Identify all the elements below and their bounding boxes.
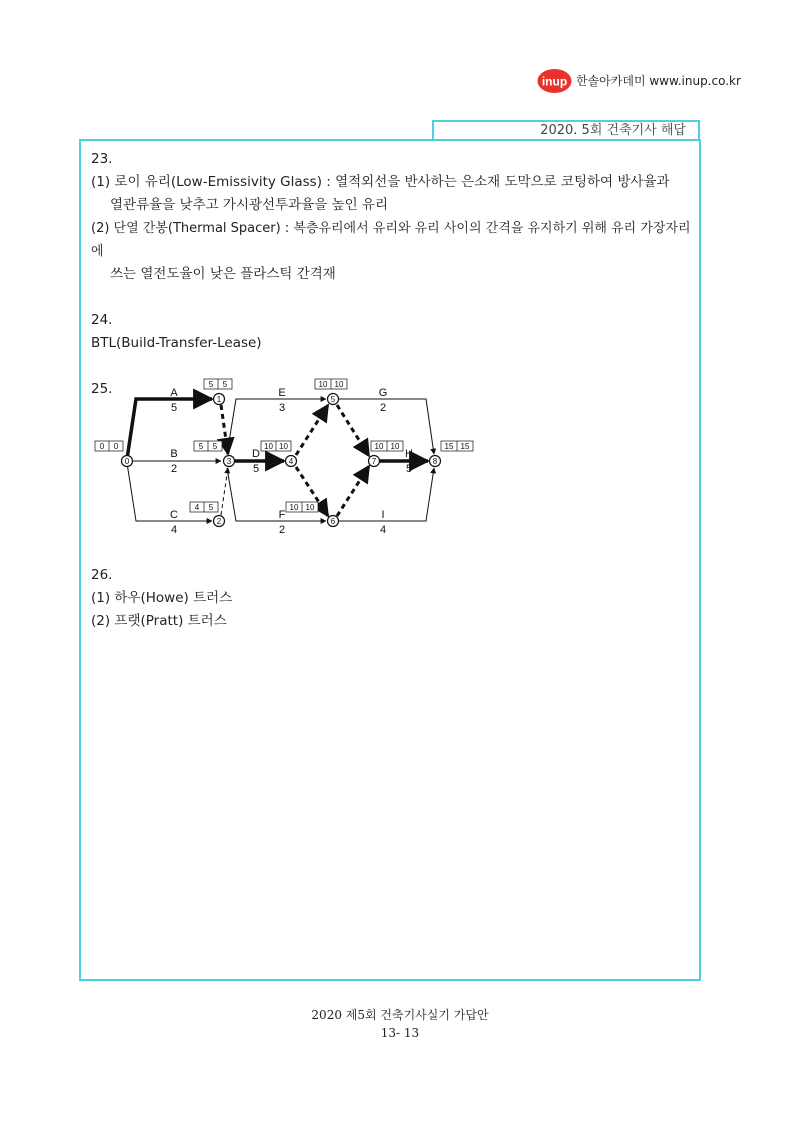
q26-item2: (2) 프랫(Pratt) 트러스 [91, 613, 227, 629]
activity-c-duration: 4 [170, 524, 178, 536]
activity-h-name: H [405, 448, 413, 460]
footer-title: 2020 제5회 건축기사실기 가답안 [311, 1008, 489, 1022]
node-8 [430, 456, 441, 467]
q24-number: 24. [91, 312, 113, 328]
q26-item1: (1) 하우(Howe) 트러스 [91, 590, 233, 606]
node-0 [122, 456, 133, 467]
q23-number: 23. [91, 151, 113, 167]
node-7-latest: 10 [390, 442, 400, 451]
activity-i-duration: 4 [379, 524, 387, 536]
node-4-latest: 10 [279, 442, 288, 451]
q23-item2-line1: (2) 단열 간봉(Thermal Spacer) : 복층유리에서 유리와 유리 사이의 간격을 유지하기 위해 유리 가장자리에 [91, 221, 691, 259]
node-5 [328, 394, 339, 405]
arrow-i [339, 468, 434, 521]
svg-text:8: 8 [432, 457, 438, 466]
node-2-latest: 5 [208, 503, 214, 512]
dummy-4-5 [296, 405, 328, 455]
node-1-latest: 5 [222, 380, 228, 389]
dummy-2-3 [221, 468, 228, 515]
answer-tab-title: 2020. 5회 건축기사 해답 [432, 120, 700, 140]
svg-text:5: 5 [330, 395, 336, 404]
svg-text:7: 7 [371, 457, 377, 466]
node-8-latest: 15 [460, 442, 470, 451]
q25-number: 25. [91, 381, 113, 397]
node-8-earliest: 15 [444, 442, 454, 451]
activity-f-name: F [278, 509, 286, 521]
activity-a-duration: 5 [170, 402, 178, 414]
node-3 [224, 456, 235, 467]
network-diagram [86, 374, 486, 544]
node-7 [369, 456, 380, 467]
node-1-earliest: 5 [208, 380, 214, 389]
svg-text:4: 4 [288, 457, 294, 466]
activity-a-name: A [170, 387, 178, 399]
time-box-node-1 [204, 379, 232, 389]
time-box-node-7 [371, 441, 403, 451]
activity-g-duration: 2 [379, 402, 387, 414]
q23-item1-line1: (1) 로이 유리(Low-Emissivity Glass) : 열적외선을 반사하는 은소재 도막으로 코팅하여 방사율과 [91, 174, 670, 190]
activity-g-name: G [378, 387, 388, 399]
node-6-latest: 10 [305, 503, 315, 512]
logo-text: inup [541, 74, 568, 89]
node-6-earliest: 10 [289, 503, 299, 512]
time-box-node-8 [441, 441, 473, 451]
node-2-earliest: 4 [194, 503, 200, 512]
time-box-node-3 [194, 441, 222, 451]
node-0-earliest: 0 [99, 442, 105, 451]
dummy-5-7 [337, 405, 369, 456]
q23-item2-line2: 쓰는 열전도율이 낮은 플라스틱 간격재 [110, 266, 336, 282]
arrow-f [227, 468, 326, 521]
node-1 [214, 394, 225, 405]
activity-h-duration: 5 [405, 463, 413, 475]
node-0-latest: 0 [113, 442, 119, 451]
activity-c-name: C [170, 509, 178, 521]
svg-text:1: 1 [216, 395, 222, 404]
q26-number: 26. [91, 567, 113, 583]
activity-b-duration: 2 [170, 463, 178, 475]
time-box-node-5 [315, 379, 347, 389]
node-4 [286, 456, 297, 467]
activity-d-name: D [252, 448, 260, 460]
q23-item1-line2: 열관류율을 낮추고 가시광선투과율을 높인 유리 [110, 197, 388, 213]
node-7-earliest: 10 [374, 442, 384, 451]
node-4-earliest: 10 [264, 442, 273, 451]
time-box-node-4 [261, 441, 291, 451]
q26-content [91, 564, 691, 633]
activity-b-name: B [170, 448, 178, 460]
node-5-latest: 10 [334, 380, 344, 389]
inup-logo [537, 68, 572, 94]
page-number: 13- 13 [380, 1026, 420, 1040]
svg-text:2: 2 [216, 517, 222, 526]
node-2 [214, 516, 225, 527]
svg-text:3: 3 [226, 457, 232, 466]
activity-e-duration: 3 [278, 402, 286, 414]
node-3-earliest: 5 [198, 442, 204, 451]
activity-i-name: I [381, 509, 385, 521]
academy-name: 한솔아카데미 www.inup.co.kr [576, 74, 741, 88]
node-3-latest: 5 [212, 442, 218, 451]
time-box-node-6 [286, 502, 318, 512]
q24-answer: BTL(Build-Transfer-Lease) [91, 335, 262, 351]
svg-text:6: 6 [330, 517, 336, 526]
time-box-node-0 [95, 441, 123, 451]
node-5-earliest: 10 [318, 380, 328, 389]
activity-e-name: E [278, 387, 286, 399]
time-box-node-2 [190, 502, 218, 512]
svg-text:0: 0 [124, 457, 130, 466]
activity-d-duration: 5 [252, 463, 260, 475]
answer-content [91, 148, 691, 401]
node-6 [328, 516, 339, 527]
activity-f-duration: 2 [278, 524, 286, 536]
dummy-6-7 [337, 466, 369, 516]
